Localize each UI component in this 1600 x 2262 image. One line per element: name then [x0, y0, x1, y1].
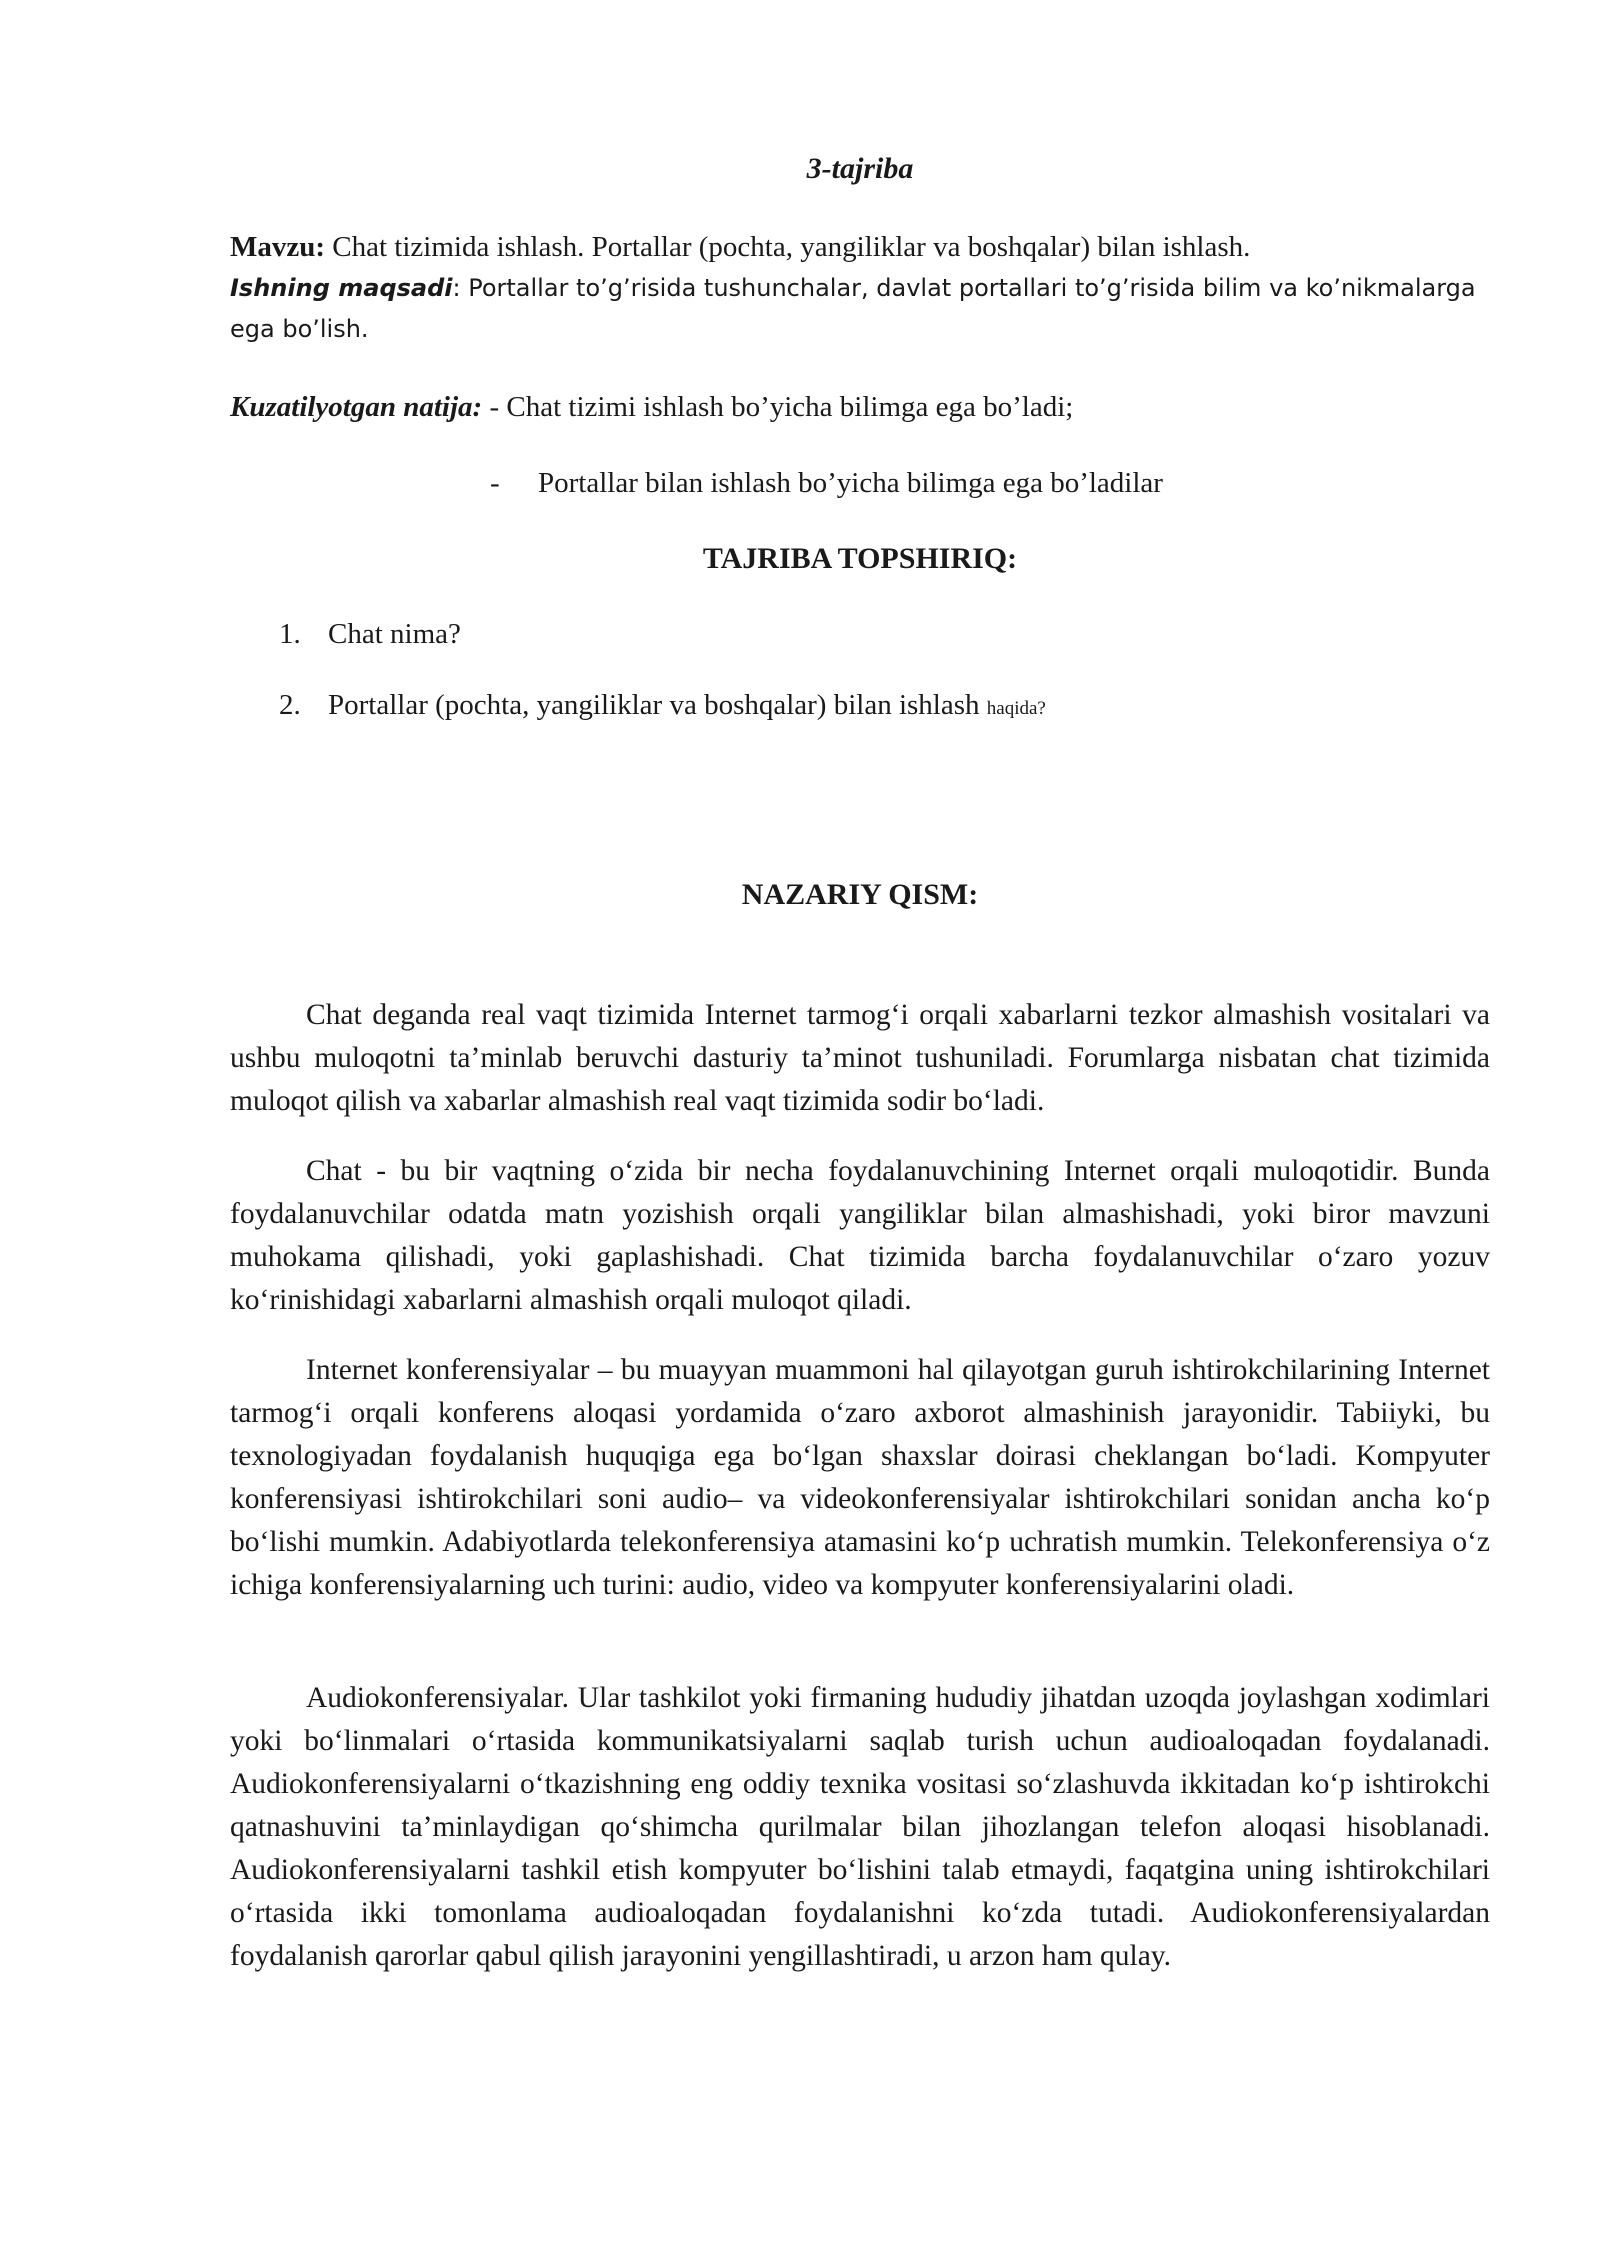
- topic-line: [230, 231, 1530, 264]
- goal-label: Ishning maqsadi: [230, 274, 453, 302]
- theory-paragraph-2: Chat - bu bir vaqtning o‘zida bir necha foydalanuvchining Internet orqali muloqotidir. Bunda foydalanuvchilar odatda matn yozishish orqali yangiliklar bilan almashishadi, yoki biror mavzuni muhokama qilishadi, yoki gaplashishadi. Chat tizimida barcha foydalanuvchilar o‘zaro yozuv ko‘rinishidagi xabarlarni almashish orqali muloqot qiladi.: [230, 1155, 1490, 1316]
- task-item-1-text: Chat nima?: [328, 618, 461, 650]
- task-item-2: [328, 689, 1428, 722]
- task-item-1-number: 1.: [279, 618, 301, 650]
- theory-paragraph-1: Chat deganda real vaqt tizimida Internet tarmog‘i orqali xabarlarni tezkor almashish vositalari va ushbu muloqotni ta’minlab beruvchi dasturiy ta’minot tushuniladi. Forumlarga nisbatan chat tizimida muloqot qilish va xabarlar almashish real vaqt tizimida sodir bo‘ladi.: [230, 999, 1490, 1117]
- theory-heading: NAZARIY QISM:: [741, 878, 979, 911]
- theory-paragraph-3: Internet konferensiyalar – bu muayyan muammoni hal qilayotgan guruh ishtirokchilarining Internet tarmog‘i orqali konferens aloqasi yordamida o‘zaro axborot almashinish jarayonidir. Tabiiyki, bu texnologiyadan foydalanish huquqiga ega bo‘lgan shaxslar doirasi cheklangan bo‘ladi. Kompyuter konferensiyasi ishtirokchilari soni audio– va videokonferensiyalar ishtirokchilari sonidan ancha ko‘p bo‘lishi mumkin. Adabiyotlarda telekonferensiya atamasini ko‘p uchratish mumkin. Telekonferensiya o‘z ichiga konferensiyalarning uch turini: audio, video va kompyuter konferensiyalarini oladi.: [230, 1354, 1490, 1601]
- topic-label: Mavzu:: [230, 231, 326, 263]
- lab-title: 3-tajriba: [806, 152, 914, 185]
- result-label: Kuzatilyotgan natija:: [230, 391, 483, 423]
- theory-paragraph-4: Audiokonferensiyalar. Ular tashkilot yoki firmaning hududiy jihatdan uzoqda joylashgan xodimlari yoki bo‘linmalari o‘rtasida kommunikatsiyalarni saqlab turish uchun audioaloqadan foydalanadi. Audiokonferensiyalarni o‘tkazishning eng oddiy texnika vositasi so‘zlashuvda ikkitadan ko‘p ishtirokchi qatnashuvini ta’minlaydigan qo‘shimcha qurilmalar bilan jihozlangan telefon aloqasi hisoblanadi. Audiokonferensiyalarni tashkil etish kompyuter bo‘lishini talab etmaydi, faqatgina uning ishtirokchilari o‘rtasida ikki tomonlama audioaloqadan foydalanishni ko‘zda tutadi. Audiokonferensiyalardan foydalanish qarorlar qabul qilish jarayonini yengillashtiradi, u arzon ham qulay.: [230, 1682, 1490, 1972]
- task-item-2-number: 2.: [279, 689, 301, 721]
- goal-text-1: : Portallar to’g’risida tushunchalar, davlat portallari to’g’risida bilim va ko’nikmalarga: [452, 274, 1476, 302]
- result-line-1: [230, 391, 1530, 424]
- topic-text: Chat tizimida ishlash. Portallar (pochta, yangiliklar va boshqalar) bilan ishlash.: [325, 231, 1251, 263]
- goal-line-2: ega bo’lish.: [230, 315, 369, 343]
- goal-line-1: [230, 268, 1530, 309]
- task-item-2-suffix: haqida?: [986, 698, 1046, 719]
- result-item-2: Portallar bilan ishlash bo’yicha bilimga ega bo’ladilar: [538, 467, 1163, 499]
- task-item-2-text: Portallar (pochta, yangiliklar va boshqalar) bilan ishlash: [328, 689, 987, 721]
- result-item-1: - Chat tizimi ishlash bo’yicha bilimga ega bo’ladi;: [482, 391, 1074, 423]
- result-dash: -: [490, 467, 500, 499]
- task-heading: TAJRIBA TOPSHIRIQ:: [702, 542, 1018, 575]
